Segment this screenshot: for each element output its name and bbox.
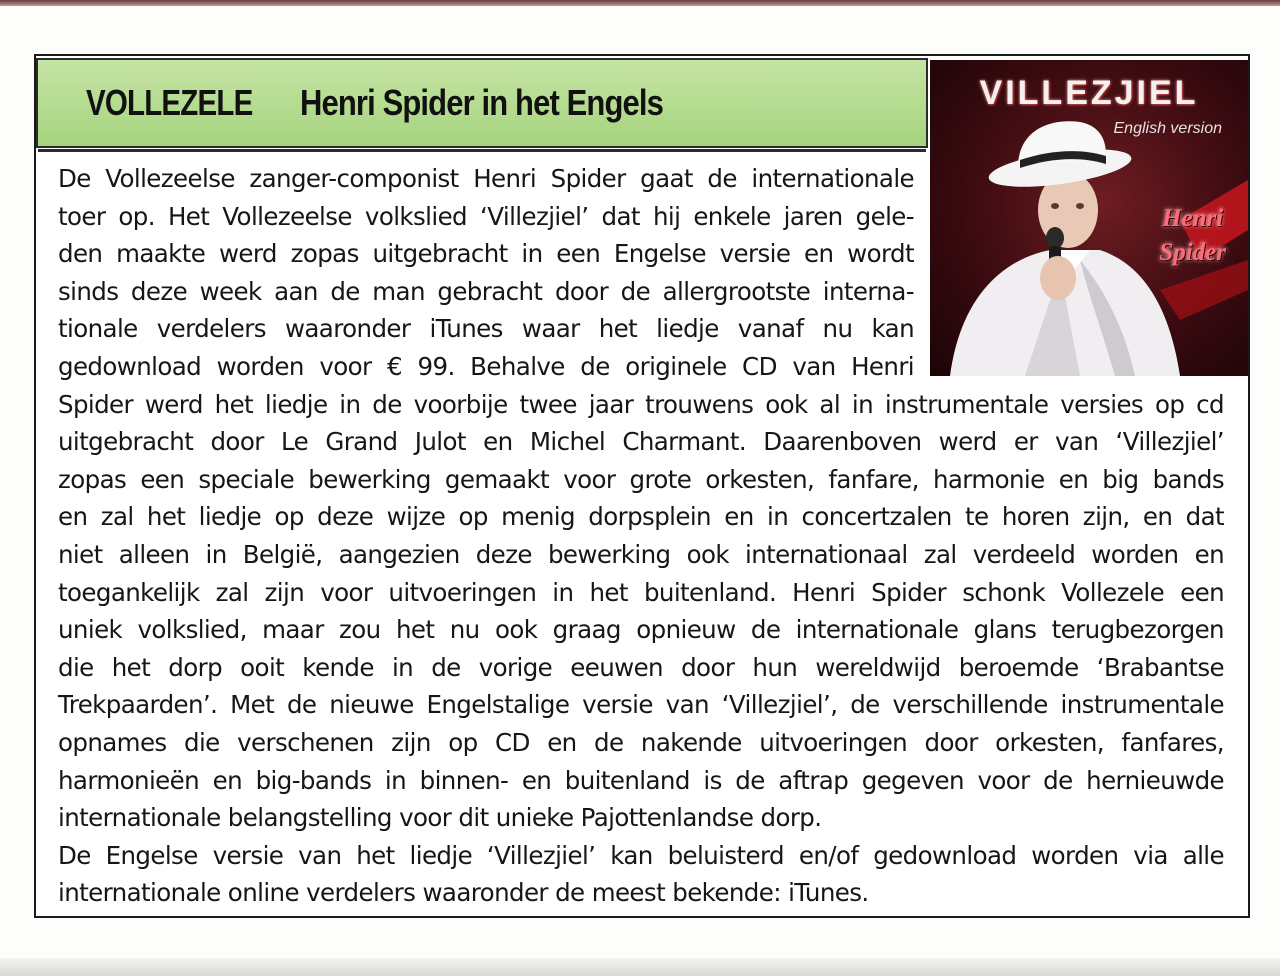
body-line: opnames die verschenen zijn op CD en de nakende uitvoeringen door orkesten, fanfares, xyxy=(58,727,1224,757)
cover-artist-last: Spider xyxy=(1159,239,1226,266)
body-line: gedownload worden voor € 99. Behalve de originele CD van Henri xyxy=(58,351,914,381)
body-line: Trekpaarden’. Met de nieuwe Engelstalige versie van ‘Villezjiel’, de verschillende instrumentale xyxy=(58,690,1224,720)
body-line: internationale belangstelling voor dit unieke Pajottenlandse dorp. xyxy=(58,803,822,833)
body-line: toer op. Het Vollezeelse volkslied ‘Villezjiel’ dat hij enkele jaren gele- xyxy=(58,201,914,231)
page-bottom-edge xyxy=(0,958,1280,976)
article-header xyxy=(36,58,928,148)
header-rule xyxy=(38,149,926,152)
body-line: uitgebracht door Le Grand Julot en Michel Charmant. Daarenboven werd er van ‘Villezjiel’ xyxy=(58,427,1224,457)
cover-artist-first: Henri xyxy=(1162,205,1224,232)
body-line: sinds deze week aan de man gebracht door de allergrootste interna- xyxy=(58,276,914,306)
article-body xyxy=(58,160,1228,912)
body-line: zopas een speciale bewerking gemaakt voor grote orkesten, fanfare, harmonie en big bands xyxy=(58,464,1224,494)
article-kicker: VOLLEZELE xyxy=(86,82,253,123)
page-top-edge xyxy=(0,0,1280,6)
body-line: die het dorp ooit kende in de vorige eeuwen door hun wereldwijd beroemde ‘Brabantse xyxy=(58,652,1224,682)
body-line: Spider werd het liedje in de voorbije twee jaar trouwens ook al in instrumentale versies op cd xyxy=(58,389,1224,419)
body-line: harmonieën en big-bands in binnen- en buitenland is de aftrap gegeven voor de hernieuwde xyxy=(58,765,1224,795)
body-line: toegankelijk zal zijn voor uitvoeringen in het buitenland. Henri Spider schonk Vollezele een xyxy=(58,577,1224,607)
body-line: internationale online verdelers waaronder de meest bekende: iTunes. xyxy=(58,878,869,908)
cover-title: VILLEZJIEL xyxy=(979,74,1199,112)
body-line: De Vollezeelse zanger-componist Henri Spider gaat de internationale xyxy=(58,164,914,193)
body-line: De Engelse versie van het liedje ‘Villezjiel’ kan beluisterd en/of gedownload worden via alle xyxy=(58,840,1224,870)
cover-subtitle: English version xyxy=(1113,120,1222,137)
body-line: en zal het liedje op deze wijze op menig dorpsplein en in concertzalen te horen zijn, en dat xyxy=(58,502,1224,532)
body-line: tionale verdelers waaronder iTunes waar het liedje vanaf nu kan xyxy=(58,314,914,344)
body-line: uniek volkslied, maar zou het nu ook graag opnieuw de internationale glans terugbezorgen xyxy=(58,615,1224,645)
article-headline: Henri Spider in het Engels xyxy=(300,82,664,123)
body-line: den maakte werd zopas uitgebracht in een Engelse versie en wordt xyxy=(58,239,914,269)
body-line: niet alleen in België, aangezien deze bewerking ook internationaal zal verdeeld worden en xyxy=(58,539,1224,569)
